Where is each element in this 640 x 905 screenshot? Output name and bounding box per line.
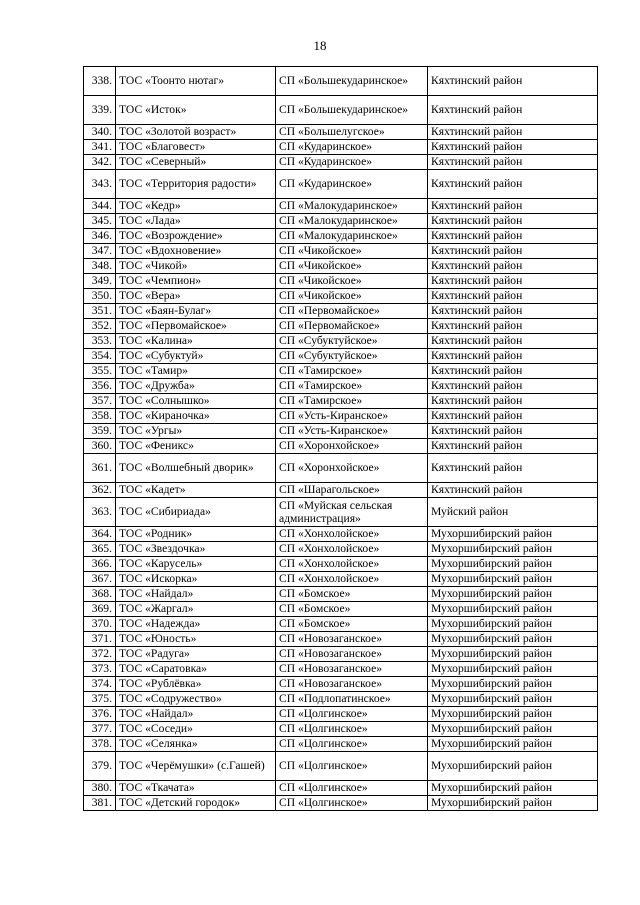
table-row [84,781,598,796]
row-number-cell: 350. [84,289,116,304]
district-cell: Мухоршибирский район [428,527,598,542]
tos-name-cell: ТОС «Рублёвка» [116,677,276,692]
district-cell: Кяхтинский район [428,244,598,259]
table-row [84,692,598,707]
district-cell: Кяхтинский район [428,125,598,140]
table-row [84,304,598,319]
district-cell: Муйский район [428,498,598,527]
district-cell: Мухоршибирский район [428,677,598,692]
tos-name-cell: ТОС «Саратовка» [116,662,276,677]
tos-name-cell: ТОС «Баян-Булаг» [116,304,276,319]
table-row [84,394,598,409]
district-cell: Мухоршибирский район [428,662,598,677]
tos-name-cell: ТОС «Содружество» [116,692,276,707]
table-row [84,67,598,96]
tos-name-cell: ТОС «Найдал» [116,707,276,722]
settlement-cell: СП «Бомское» [276,602,428,617]
tos-name-cell: ТОС «Солнышко» [116,394,276,409]
table-row [84,557,598,572]
settlement-cell: СП «Большекударинское» [276,96,428,125]
settlement-cell: СП «Чикойское» [276,259,428,274]
table-row [84,796,598,811]
row-number-cell: 339. [84,96,116,125]
row-number-cell: 359. [84,424,116,439]
row-number-cell: 352. [84,319,116,334]
tos-name-cell: ТОС «Феникс» [116,439,276,454]
row-number-cell: 344. [84,199,116,214]
table-row [84,334,598,349]
row-number-cell: 363. [84,498,116,527]
settlement-cell: СП «Муйская сельская администрация» [276,498,428,527]
table-row [84,199,598,214]
row-number-cell: 354. [84,349,116,364]
table-row [84,498,598,527]
row-number-cell: 377. [84,722,116,737]
district-cell: Кяхтинский район [428,289,598,304]
row-number-cell: 366. [84,557,116,572]
settlement-cell: СП «Новозаганское» [276,632,428,647]
district-cell: Кяхтинский район [428,483,598,498]
tos-name-cell: ТОС «Соседи» [116,722,276,737]
district-cell: Мухоршибирский район [428,707,598,722]
row-number-cell: 356. [84,379,116,394]
tos-name-cell: ТОС «Кираночка» [116,409,276,424]
tos-name-cell: ТОС «Дружба» [116,379,276,394]
table-row [84,125,598,140]
district-cell: Кяхтинский район [428,319,598,334]
settlement-cell: СП «Новозаганское» [276,647,428,662]
settlement-cell: СП «Цолгинское» [276,796,428,811]
settlement-cell: СП «Усть-Киранское» [276,409,428,424]
table-row [84,214,598,229]
district-cell: Мухоршибирский район [428,692,598,707]
row-number-cell: 347. [84,244,116,259]
settlement-cell: СП «Бомское» [276,587,428,602]
tos-name-cell: ТОС «Субуктуй» [116,349,276,364]
district-cell: Мухоршибирский район [428,557,598,572]
row-number-cell: 349. [84,274,116,289]
district-cell: Кяхтинский район [428,394,598,409]
tos-name-cell: ТОС «Исток» [116,96,276,125]
settlement-cell: СП «Подлопатинское» [276,692,428,707]
district-cell: Кяхтинский район [428,155,598,170]
row-number-cell: 372. [84,647,116,662]
row-number-cell: 370. [84,617,116,632]
district-cell: Кяхтинский район [428,439,598,454]
table-row [84,707,598,722]
row-number-cell: 371. [84,632,116,647]
district-cell: Кяхтинский район [428,454,598,483]
settlement-cell: СП «Хонхолойское» [276,557,428,572]
page-number: 18 [313,38,327,53]
settlement-cell: СП «Чикойское» [276,274,428,289]
tos-name-cell: ТОС «Территория радости» [116,170,276,199]
table-row [84,722,598,737]
table-row [84,140,598,155]
table-row [84,677,598,692]
settlement-cell: СП «Бомское» [276,617,428,632]
row-number-cell: 357. [84,394,116,409]
row-number-cell: 380. [84,781,116,796]
settlement-cell: СП «Малокударинское» [276,199,428,214]
district-cell: Мухоршибирский район [428,617,598,632]
table-row [84,632,598,647]
district-cell: Кяхтинский район [428,274,598,289]
table-row [84,439,598,454]
settlement-cell: СП «Тамирское» [276,394,428,409]
district-cell: Кяхтинский район [428,334,598,349]
row-number-cell: 379. [84,752,116,781]
district-cell: Мухоршибирский район [428,632,598,647]
district-cell: Мухоршибирский район [428,737,598,752]
district-cell: Кяхтинский район [428,67,598,96]
row-number-cell: 341. [84,140,116,155]
table-row [84,96,598,125]
tos-name-cell: ТОС «Первомайское» [116,319,276,334]
row-number-cell: 381. [84,796,116,811]
row-number-cell: 342. [84,155,116,170]
settlement-cell: СП «Тамирское» [276,364,428,379]
table-row [84,737,598,752]
district-cell: Кяхтинский район [428,214,598,229]
settlement-cell: СП «Цолгинское» [276,737,428,752]
row-number-cell: 375. [84,692,116,707]
table-row [84,647,598,662]
tos-name-cell: ТОС «Кадет» [116,483,276,498]
table-row [84,424,598,439]
row-number-cell: 343. [84,170,116,199]
settlement-cell: СП «Большекударинское» [276,67,428,96]
tos-name-cell: ТОС «Черёмушки» (с.Гашей) [116,752,276,781]
tos-name-cell: ТОС «Лада» [116,214,276,229]
tos-name-cell: ТОС «Ткачата» [116,781,276,796]
district-cell: Кяхтинский район [428,140,598,155]
table-row [84,602,598,617]
table-row [84,454,598,483]
district-cell: Кяхтинский район [428,170,598,199]
table-body [84,67,598,811]
district-cell: Мухоршибирский район [428,572,598,587]
table-row [84,379,598,394]
row-number-cell: 362. [84,483,116,498]
row-number-cell: 361. [84,454,116,483]
row-number-cell: 351. [84,304,116,319]
tos-name-cell: ТОС «Благовест» [116,140,276,155]
row-number-cell: 374. [84,677,116,692]
district-cell: Кяхтинский район [428,364,598,379]
tos-name-cell: ТОС «Северный» [116,155,276,170]
tos-name-cell: ТОС «Вера» [116,289,276,304]
tos-name-cell: ТОС «Вдохновение» [116,244,276,259]
row-number-cell: 367. [84,572,116,587]
settlement-cell: СП «Усть-Киранское» [276,424,428,439]
row-number-cell: 378. [84,737,116,752]
row-number-cell: 358. [84,409,116,424]
row-number-cell: 373. [84,662,116,677]
settlement-cell: СП «Кударинское» [276,140,428,155]
settlement-cell: СП «Хонхолойское» [276,542,428,557]
table-row [84,572,598,587]
row-number-cell: 355. [84,364,116,379]
row-number-cell: 369. [84,602,116,617]
district-cell: Кяхтинский район [428,424,598,439]
table-row [84,409,598,424]
row-number-cell: 368. [84,587,116,602]
district-cell: Кяхтинский район [428,96,598,125]
settlement-cell: СП «Чикойское» [276,289,428,304]
table-row [84,289,598,304]
district-cell: Кяхтинский район [428,349,598,364]
tos-name-cell: ТОС «Карусель» [116,557,276,572]
tos-name-cell: ТОС «Надежда» [116,617,276,632]
district-cell: Мухоршибирский район [428,647,598,662]
table-row [84,662,598,677]
settlement-cell: СП «Тамирское» [276,379,428,394]
table-row [84,527,598,542]
settlement-cell: СП «Чикойское» [276,244,428,259]
table-row [84,274,598,289]
table-row [84,349,598,364]
district-cell: Кяхтинский район [428,304,598,319]
table-row [84,319,598,334]
settlement-cell: СП «Хоронхойское» [276,439,428,454]
district-cell: Мухоршибирский район [428,602,598,617]
district-cell: Мухоршибирский район [428,542,598,557]
table-row [84,259,598,274]
tos-name-cell: ТОС «Юность» [116,632,276,647]
settlement-cell: СП «Первомайское» [276,319,428,334]
tos-name-cell: ТОС «Возрождение» [116,229,276,244]
settlement-cell: СП «Новозаганское» [276,677,428,692]
settlement-cell: СП «Цолгинское» [276,752,428,781]
table-row [84,229,598,244]
tos-name-cell: ТОС «Калина» [116,334,276,349]
district-cell: Кяхтинский район [428,259,598,274]
settlement-cell: СП «Шарагольское» [276,483,428,498]
table-row [84,155,598,170]
tos-name-cell: ТОС «Чикой» [116,259,276,274]
settlement-cell: СП «Хонхолойское» [276,572,428,587]
row-number-cell: 360. [84,439,116,454]
table-row [84,542,598,557]
settlement-cell: СП «Новозаганское» [276,662,428,677]
district-cell: Кяхтинский район [428,229,598,244]
tos-name-cell: ТОС «Тоонто нютаг» [116,67,276,96]
tos-name-cell: ТОС «Селянка» [116,737,276,752]
table-row [84,364,598,379]
settlement-cell: СП «Цолгинское» [276,722,428,737]
row-number-cell: 348. [84,259,116,274]
tos-name-cell: ТОС «Родник» [116,527,276,542]
tos-name-cell: ТОС «Искорка» [116,572,276,587]
tos-name-cell: ТОС «Сибириада» [116,498,276,527]
settlement-cell: СП «Малокударинское» [276,229,428,244]
tos-name-cell: ТОС «Кедр» [116,199,276,214]
row-number-cell: 364. [84,527,116,542]
row-number-cell: 338. [84,67,116,96]
settlement-cell: СП «Большелугское» [276,125,428,140]
district-cell: Мухоршибирский район [428,752,598,781]
table-row [84,752,598,781]
row-number-cell: 346. [84,229,116,244]
district-cell: Мухоршибирский район [428,781,598,796]
row-number-cell: 340. [84,125,116,140]
settlement-cell: СП «Кударинское» [276,170,428,199]
table-row [84,587,598,602]
tos-name-cell: ТОС «Звездочка» [116,542,276,557]
tos-name-cell: ТОС «Жаргал» [116,602,276,617]
tos-name-cell: ТОС «Ургы» [116,424,276,439]
table-row [84,244,598,259]
settlement-cell: СП «Малокударинское» [276,214,428,229]
tos-name-cell: ТОС «Тамир» [116,364,276,379]
tos-name-cell: ТОС «Волшебный дворик» [116,454,276,483]
settlement-cell: СП «Субуктуйское» [276,349,428,364]
district-cell: Мухоршибирский район [428,587,598,602]
settlement-cell: СП «Хонхолойское» [276,527,428,542]
row-number-cell: 365. [84,542,116,557]
settlement-cell: СП «Субуктуйское» [276,334,428,349]
district-cell: Кяхтинский район [428,409,598,424]
district-cell: Мухоршибирский район [428,796,598,811]
tos-register-table [83,66,598,811]
district-cell: Мухоршибирский район [428,722,598,737]
row-number-cell: 345. [84,214,116,229]
row-number-cell: 376. [84,707,116,722]
settlement-cell: СП «Цолгинское» [276,707,428,722]
district-cell: Кяхтинский район [428,199,598,214]
settlement-cell: СП «Кударинское» [276,155,428,170]
tos-name-cell: ТОС «Радуга» [116,647,276,662]
table-row [84,483,598,498]
settlement-cell: СП «Цолгинское» [276,781,428,796]
tos-name-cell: ТОС «Золотой возраст» [116,125,276,140]
table-row [84,170,598,199]
district-cell: Кяхтинский район [428,379,598,394]
table-row [84,617,598,632]
tos-name-cell: ТОС «Найдал» [116,587,276,602]
row-number-cell: 353. [84,334,116,349]
settlement-cell: СП «Хоронхойское» [276,454,428,483]
tos-name-cell: ТОС «Чемпион» [116,274,276,289]
settlement-cell: СП «Первомайское» [276,304,428,319]
tos-name-cell: ТОС «Детский городок» [116,796,276,811]
